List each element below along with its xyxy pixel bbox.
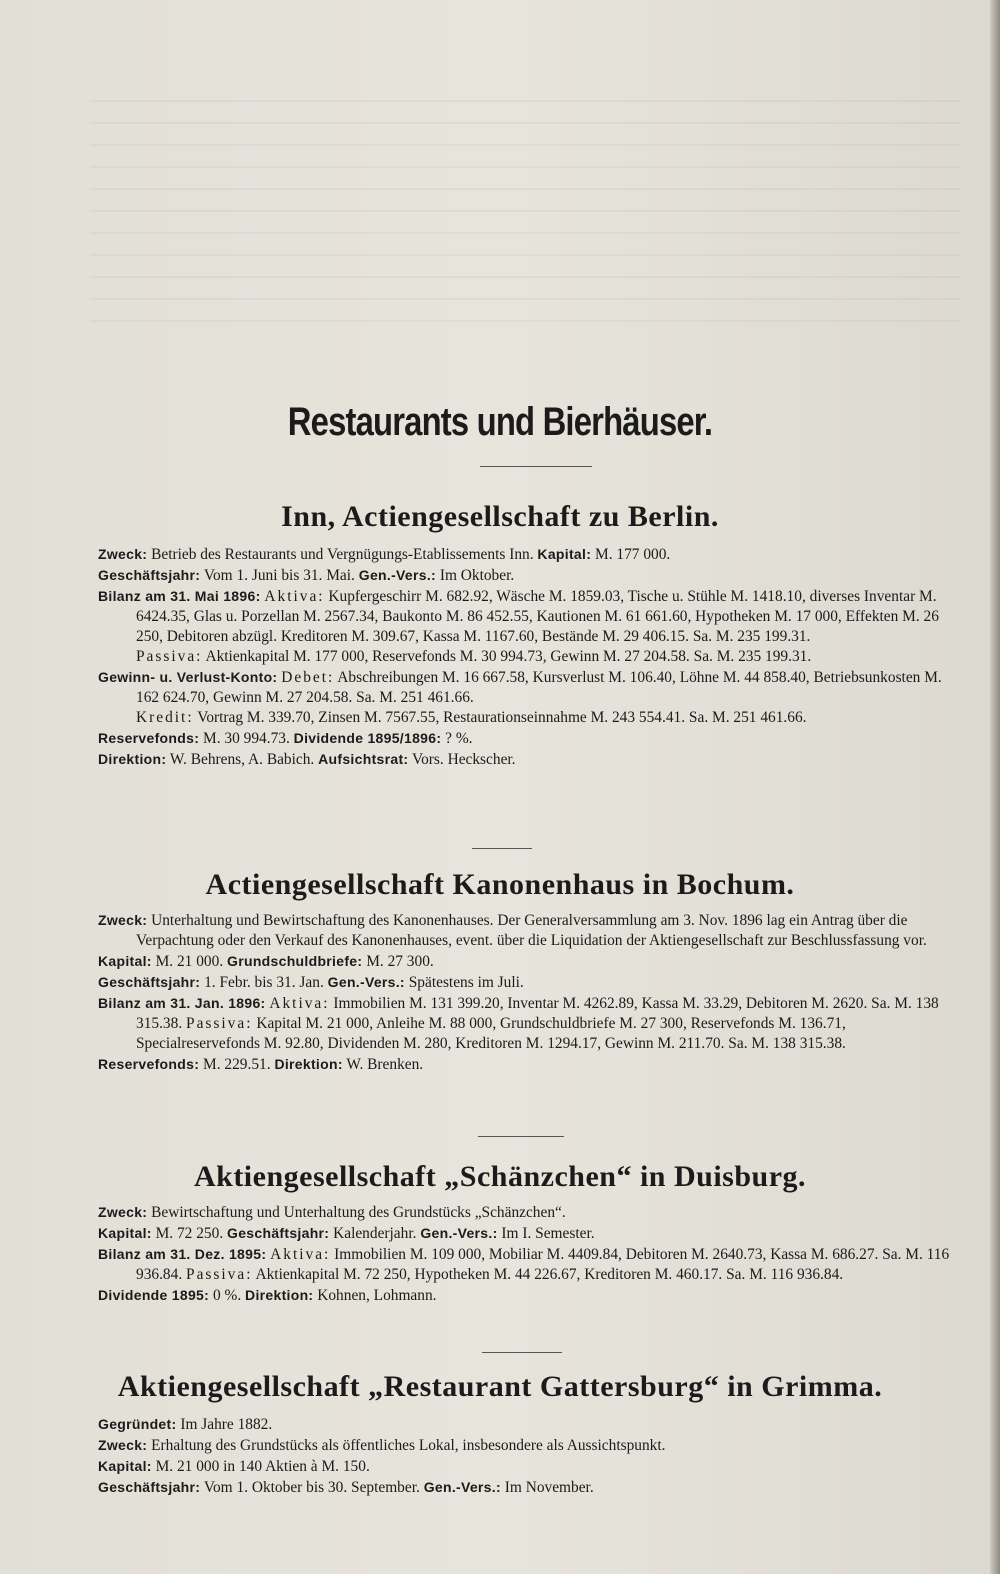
guv-paragraph: Gewinn- u. Verlust-Konto: Debet: Abschreibungen M. 16 667.58, Kursverlust M. 106.40, Löhne M. 44 858.40, Betriebsunkosten M. 162 624.70, Gewinn M. 27 204.58. Sa. M. 251 461.66. Kredit: Vortrag M. 339.70, Zinsen M. 7567.55, Restaurationseinnahme M. 243 554.41. Sa. M. 251 461.66. <box>98 669 942 726</box>
entry-line: Zweck: Unterhaltung und Bewirtschaftung des Kanonenhauses. Der Generalversammlung am 3. Nov. 1896 lag ein Antrag über die Verpachtung oder den Verkauf des Kanonenhauses, event. über die Liquidation der Aktiengesellschaft zur Beschlussfassung vor. <box>98 912 927 949</box>
company-heading-kanonenhaus: Actiengesellschaft Kanonenhaus in Bochum. <box>205 868 795 901</box>
company-heading-inn: Inn, Actiengesellschaft zu Berlin. <box>281 500 719 533</box>
company-heading-gattersburg: Aktiengesellschaft „Restaurant Gattersburg“ in Grimma. <box>117 1370 883 1403</box>
page-edge <box>990 0 1000 1574</box>
entry-line: Gegründet: Im Jahre 1882. <box>98 1416 273 1433</box>
bilanz-paragraph: Bilanz am 31. Jan. 1896: Aktiva: Immobilien M. 131 399.20, Inventar M. 4262.89, Kassa M. 33.29, Debitoren M. 2620. Sa. M. 138 315.38. Passiva: Kapital M. 21 000, Anleihe M. 88 000, Grundschuldbriefe M. 27 300, Reservefonds M. 136.71, Specialreservefonds M. 92.80, Dividenden M. 280, Kreditoren M. 1294.17, Gewinn M. 211.70. Sa. M. 138 315.38. <box>98 995 939 1052</box>
entry-line: Geschäftsjahr: Vom 1. Juni bis 31. Mai. Gen.-Vers.: Im Oktober. <box>98 567 515 584</box>
entry-line: Direktion: W. Behrens, A. Babich. Aufsichtsrat: Vors. Heckscher. <box>98 751 516 768</box>
bilanz-paragraph: Bilanz am 31. Mai 1896: Aktiva: Kupfergeschirr M. 682.92, Wäsche M. 1859.03, Tische u. Stühle M. 1418.10, diverses Inventar M. 6424.35, Glas u. Porzellan M. 2567.34, Baukonto M. 86 452.55, Kautionen M. 61 661.60, Hypotheken M. 17 000, Effekten M. 26 250, Debitoren abzügl. Kreditoren M. 309.67, Kassa M. 1167.60, Bestände M. 29 406.15. Sa. M. 235 199.31. Passiva: Aktienkapital M. 177 000, Reservefonds M. 30 994.73, Gewinn M. 27 204.58. Sa. M. 235 199.31. <box>98 588 939 665</box>
bleed-through-texture <box>90 100 960 340</box>
company-entry-gattersburg <box>98 1414 958 1498</box>
entry-line: Kapital: M. 21 000. Grundschuldbriefe: M. 27 300. <box>98 953 434 970</box>
entry-line: Zweck: Betrieb des Restaurants und Vergnügungs-Etablissements Inn. Kapital: M. 177 000. <box>98 546 671 563</box>
divider <box>482 1352 562 1353</box>
entry-line: Kapital: M. 21 000 in 140 Aktien à M. 150. <box>98 1458 370 1475</box>
entry-line: Kapital: M. 72 250. Geschäftsjahr: Kalenderjahr. Gen.-Vers.: Im I. Semester. <box>98 1225 595 1242</box>
divider <box>472 848 532 849</box>
entry-line: Dividende 1895: 0 %. Direktion: Kohnen, Lohmann. <box>98 1287 437 1304</box>
company-entry-inn <box>98 544 958 770</box>
company-heading-schaenzchen: Aktiengesellschaft „Schänzchen“ in Duisburg. <box>193 1160 807 1193</box>
entry-line: Geschäftsjahr: Vom 1. Oktober bis 30. September. Gen.-Vers.: Im November. <box>98 1479 594 1496</box>
divider <box>480 466 592 467</box>
entry-line: Zweck: Erhaltung des Grundstücks als öffentliches Lokal, insbesondere als Aussichtspunkt. <box>98 1437 666 1454</box>
entry-line: Reservefonds: M. 30 994.73. Dividende 1895/1896: ? %. <box>98 730 473 747</box>
section-title: Restaurants und Bierhäuser. <box>287 400 713 444</box>
company-entry-schaenzchen <box>98 1202 958 1306</box>
entry-line: Geschäftsjahr: 1. Febr. bis 31. Jan. Gen.-Vers.: Spätestens im Juli. <box>98 974 524 991</box>
bilanz-paragraph: Bilanz am 31. Dez. 1895: Aktiva: Immobilien M. 109 000, Mobiliar M. 4409.84, Debitoren M. 2640.73, Kassa M. 686.27. Sa. M. 116 936.84. Passiva: Aktienkapital M. 72 250, Hypotheken M. 44 226.67, Kreditoren M. 460.17. Sa. M. 116 936.84. <box>98 1246 950 1283</box>
divider <box>478 1136 564 1137</box>
entry-line: Zweck: Bewirtschaftung und Unterhaltung des Grundstücks „Schänzchen“. <box>98 1204 566 1221</box>
company-entry-kanonenhaus <box>98 910 958 1075</box>
entry-line: Reservefonds: M. 229.51. Direktion: W. Brenken. <box>98 1056 424 1073</box>
